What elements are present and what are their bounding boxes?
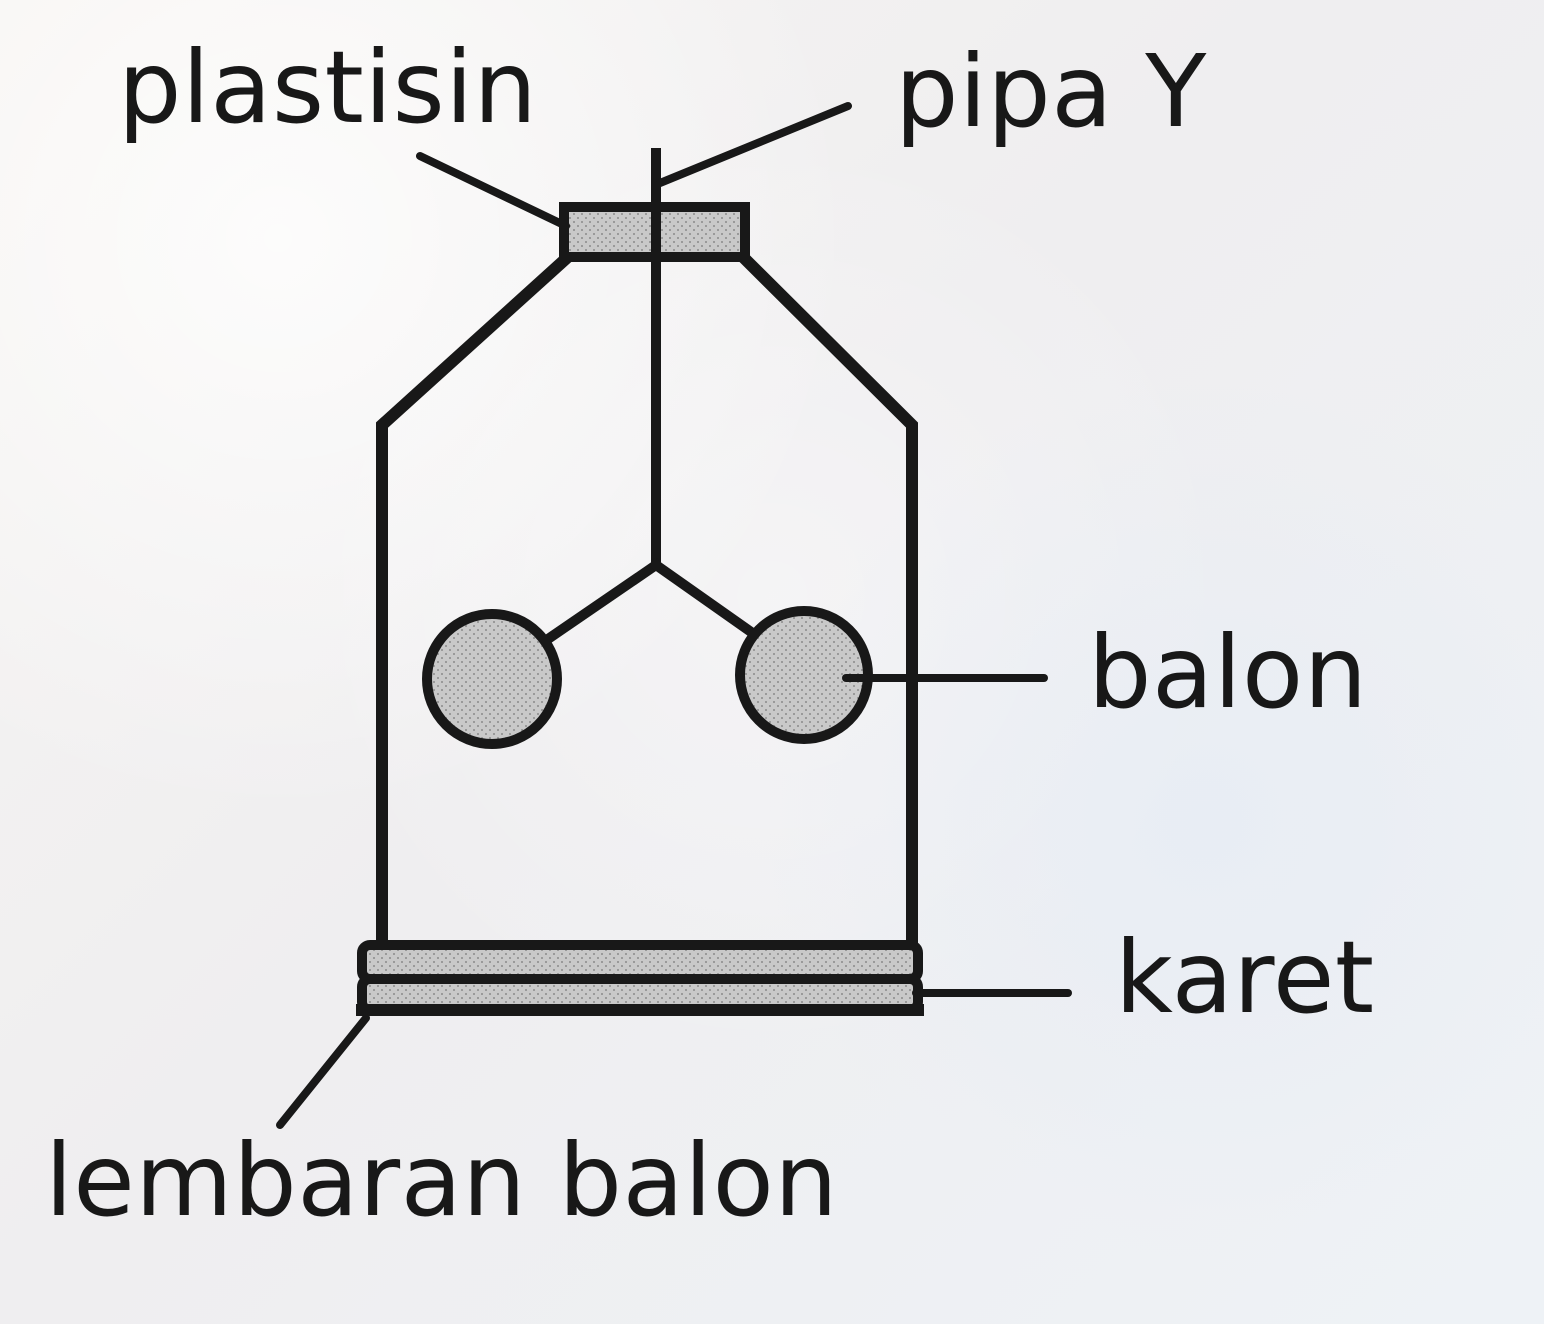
- label-balon: balon: [1088, 614, 1368, 731]
- rubber-band-icon: [362, 945, 918, 1010]
- label-lembaran-balon: lembaran balon: [45, 1122, 839, 1239]
- y-tube-right-branch: [656, 565, 761, 639]
- bell-jar-icon: [382, 255, 912, 943]
- label-pipa-y: pipa Y: [895, 33, 1207, 150]
- label-plastisin: plastisin: [118, 29, 538, 146]
- plastisin-leader: [420, 156, 566, 226]
- label-karet: karet: [1115, 919, 1375, 1036]
- bell-jar-outline: [382, 255, 912, 943]
- y-tube-left-branch: [548, 565, 656, 639]
- rubber-band-upper: [362, 945, 918, 979]
- balloon-icon: [427, 611, 868, 744]
- left-balloon: [427, 614, 557, 744]
- lembaran-balon-leader: [280, 1018, 366, 1125]
- pipa-y-leader: [660, 106, 848, 183]
